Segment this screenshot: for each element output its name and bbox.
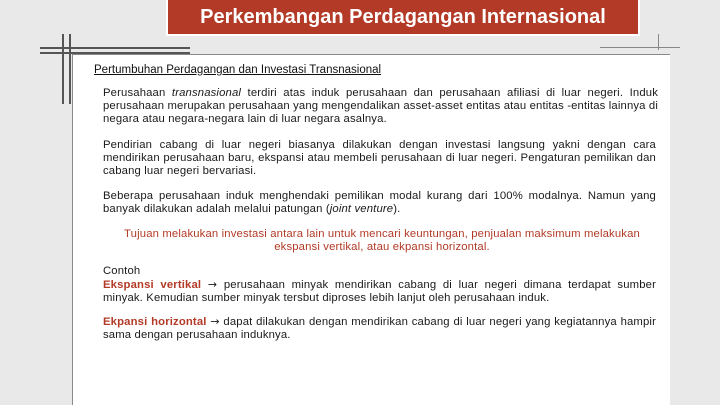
decor-line-vertical-1 bbox=[62, 34, 64, 104]
decor-line-vertical-2 bbox=[69, 34, 71, 104]
slide-title: Perkembangan Perdagangan Internasional bbox=[166, 0, 640, 36]
decor-line-right-horizontal bbox=[600, 47, 680, 48]
example-horizontal bbox=[103, 315, 656, 342]
para1-prefix: Perusahaan bbox=[103, 87, 172, 99]
example-label: Contoh bbox=[103, 265, 141, 277]
example-block bbox=[103, 265, 656, 306]
paragraph-branch: Pendirian cabang di luar negeri biasanya dilakukan dengan investasi langsung yakni dengan cara mendirikan perusahaan baru, ekspansi atau membeli perusahaan di luar negeri. Pengaturan pemilikan dan cabang luar negeri bervariasi. bbox=[103, 139, 656, 178]
vertical-text: perusahaan minyak mendirikan cabang di luar negeri dimana terdapat sumber minyak. Kemudian sumber minyak tersbut diproses lebih lanjut oleh perusahaan induk. bbox=[103, 279, 656, 305]
horizontal-term: Ekpansi horizontal bbox=[103, 316, 207, 328]
horizontal-text: dapat dilakukan dengan mendirikan cabang di luar negeri yang kegiatannya hampir sama dengan perusahaan induknya. bbox=[103, 316, 656, 342]
paragraph-definition bbox=[103, 87, 658, 127]
para3-suffix: ). bbox=[393, 203, 401, 216]
paragraph-purpose: Tujuan melakukan investasi antara lain untuk mencari keuntungan, penjualan maksimum melakukan ekspansi vertikal, atau ekpansi horizontal. bbox=[124, 228, 640, 254]
para3-prefix: Beberapa perusahaan induk menghendaki pemilikan modal kurang dari 100% modalnya. Namun yang banyak dilakukan adalah melalui patungan ( bbox=[103, 190, 656, 216]
para3-italic-term: joint venture bbox=[329, 203, 394, 216]
section-heading: Pertumbuhan Perdagangan dan Investasi Transnasional bbox=[94, 64, 382, 76]
decor-line-horizontal-2 bbox=[40, 52, 190, 54]
para1-italic-term: transnasional bbox=[171, 87, 242, 99]
arrow-icon: → bbox=[210, 315, 220, 328]
paragraph-ownership bbox=[103, 190, 656, 216]
decor-line-horizontal-1 bbox=[40, 47, 190, 49]
vertical-term: Ekspansi vertikal bbox=[103, 279, 202, 292]
para1-rest: terdiri atas induk perusahaan dan perusahaan afiliasi di luar negeri. Induk perusahaan merupakan perusahaan yang mengendalikan asset-asset entitas atau entitas -entitas lainnya di negara atau negara-negara lain di luar negara asalnya. bbox=[103, 87, 658, 126]
arrow-icon: → bbox=[207, 278, 218, 292]
example-vertical bbox=[103, 278, 656, 305]
